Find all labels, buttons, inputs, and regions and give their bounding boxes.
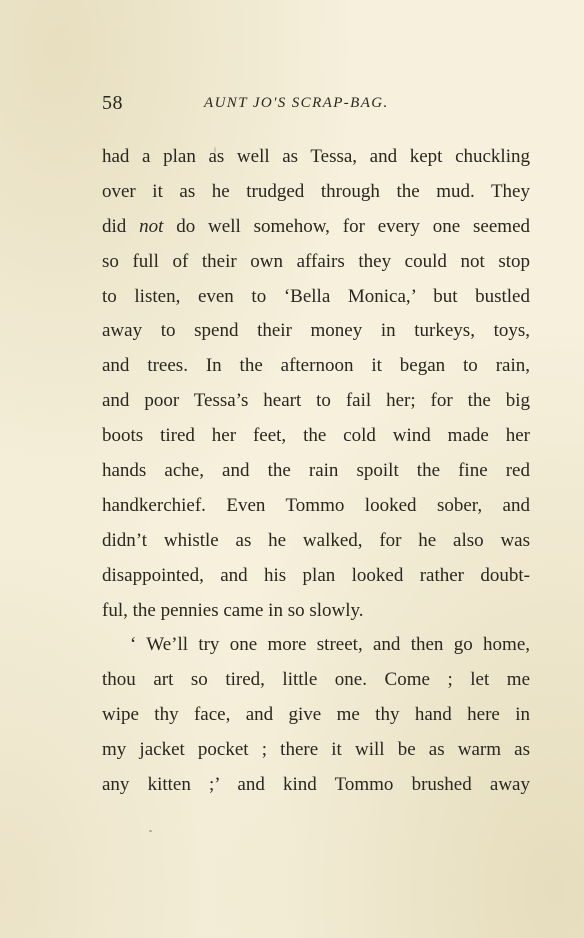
italic-emphasis: not	[139, 215, 164, 237]
running-head	[102, 92, 534, 120]
paper-speck	[149, 830, 152, 832]
running-title: AUNT JO'S SCRAP-BAG.	[204, 95, 389, 111]
text-segment: do well somehow, for every one seemed	[163, 215, 530, 237]
text-line: over it as he trudged through the mud. They	[102, 180, 530, 202]
text-line: any kitten ;’ and kind Tommo brushed away	[102, 774, 530, 796]
text-line: to listen, even to ‘Bella Monica,’ but bustled	[102, 285, 530, 307]
body-text	[102, 140, 530, 803]
paragraph	[102, 628, 530, 802]
paragraph	[102, 140, 530, 628]
text-line	[102, 210, 530, 245]
text-line: boots tired her feet, the cold wind made her	[102, 425, 530, 447]
text-line: so full of their own affairs they could not stop	[102, 250, 530, 272]
text-line: handkerchief. Even Tommo looked sober, and	[102, 494, 530, 516]
text-line: disappointed, and his plan looked rather doubt-	[102, 564, 530, 586]
text-segment: did	[102, 215, 140, 237]
text-line: had a plan as well as Tessa, and kept chuckling	[102, 146, 530, 167]
text-line: wipe thy face, and give me thy hand here in	[102, 704, 530, 726]
text-line: my jacket pocket ; there it will be as warm as	[102, 739, 530, 761]
text-line: and poor Tessa’s heart to fail her; for the big	[102, 390, 530, 412]
text-line: hands ache, and the rain spoilt the fine red	[102, 460, 530, 482]
page-number: 58	[102, 92, 123, 114]
text-line: thou art so tired, little one. Come ; let me	[102, 669, 530, 691]
text-line: ‘ We’ll try one more street, and then go home,	[130, 634, 530, 656]
text-line: and trees. In the afternoon it began to rain,	[102, 355, 530, 377]
text-line: didn’t whistle as he walked, for he also was	[102, 529, 530, 551]
text-line: ful, the pennies came in so slowly.	[102, 599, 364, 621]
text-line: away to spend their money in turkeys, toys,	[102, 320, 530, 342]
paper-speck	[214, 147, 216, 153]
